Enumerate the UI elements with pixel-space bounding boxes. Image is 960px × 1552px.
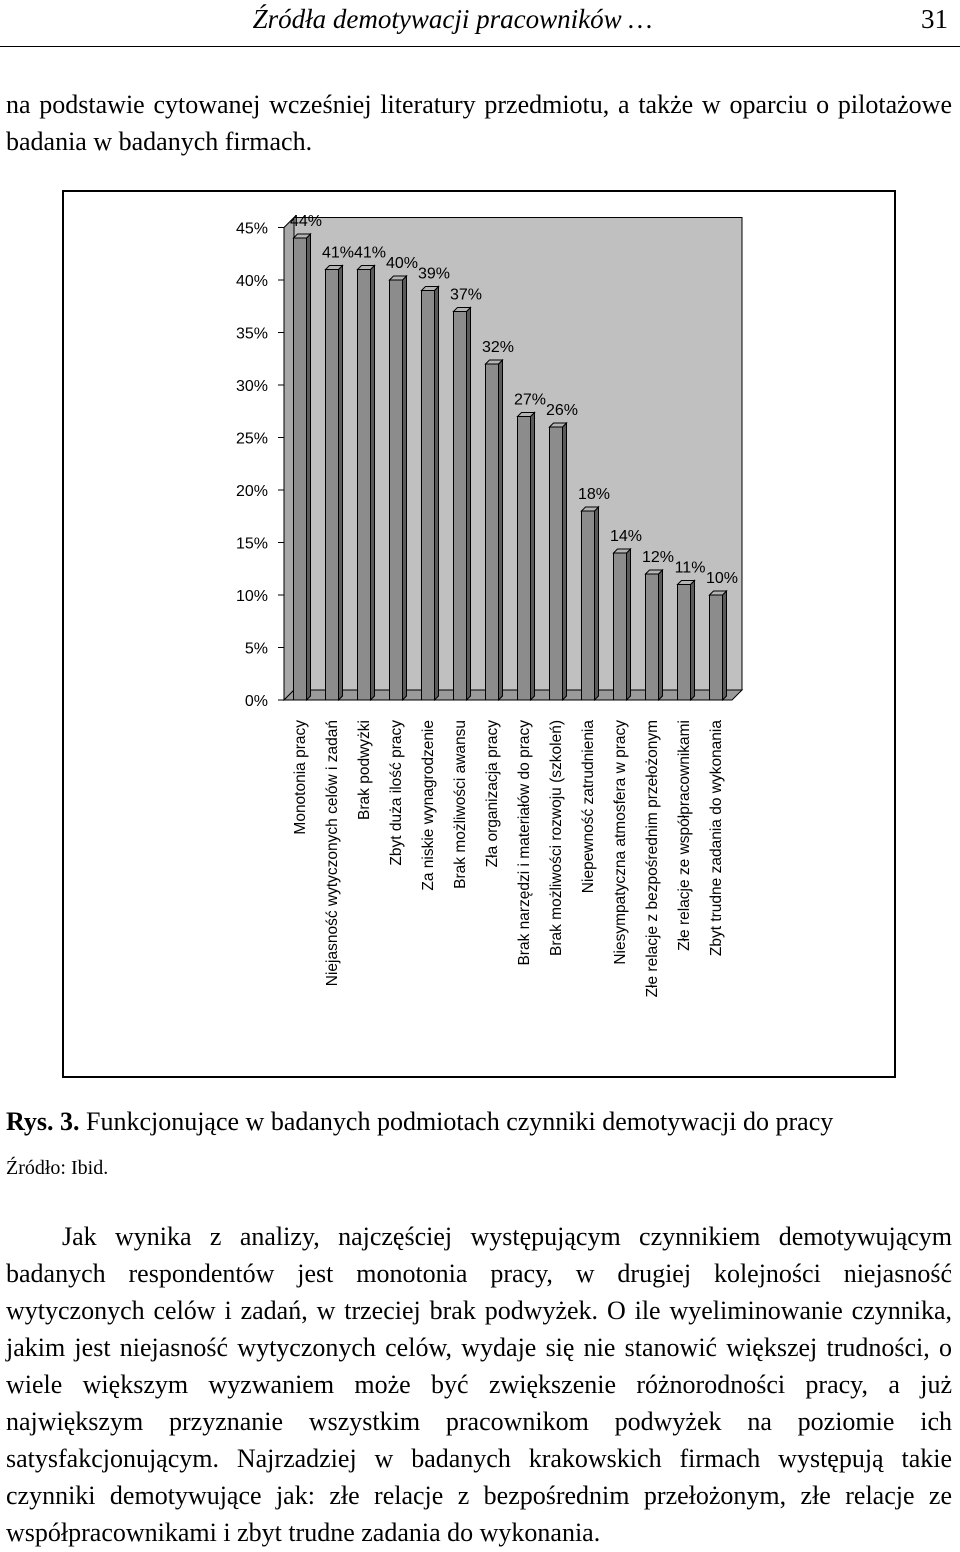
category-label: Brak podwyżki (356, 720, 373, 820)
category-label: Złe relacje z bezpośrednim przełożonym (644, 720, 661, 998)
intro-paragraph: na podstawie cytowanej wcześniej literatury przedmiotu, a także w oparciu o pilotażowe badania w badanych firmach. (6, 90, 952, 156)
y-tick-label: 25% (235, 430, 268, 448)
bar (710, 595, 723, 700)
y-tick-label: 35% (235, 325, 268, 343)
running-title: Źródła demotywacji pracowników … (252, 4, 653, 34)
bar (326, 270, 339, 701)
data-label: 14% (609, 528, 643, 545)
bar (646, 574, 659, 700)
category-label: Zbyt duża ilość pracy (388, 720, 405, 866)
data-label: 40% (385, 255, 419, 272)
bar-side (627, 549, 631, 700)
data-label: 18% (577, 486, 611, 503)
bar (614, 553, 627, 700)
category-label: Zła organizacja pracy (484, 720, 501, 868)
bar (390, 280, 403, 700)
body-paragraph: Jak wynika z analizy, najczęściej występującym czynnikiem demotywującym badanych respondentów jest monotonia pracy, w drugiej kolejności niejasność wytyczonych celów i zadań, w trzeciej brak podwyżek. O ile wyeliminowanie czynnika, jakim jest niejasność wytyczonych celów, wydaje się nie stanowić większej trudności, o wiele większym wyzwaniem może być zwiększenie różnorodności pracy, a już największym przyznanie wszystkim pracownikom podwyżek na poziomie ich satysfakcjonującym. Najrzadziej w badanych krakowskich firmach występują takie czynniki demotywujące jak: złe relacje z bezpośrednim przełożonym, złe relacje ze współpracownikami i zbyt trudne zadania do wykonania. (6, 1222, 952, 1547)
data-label: 27% (513, 391, 547, 409)
data-label: 32% (481, 339, 515, 356)
category-label: Brak narzędzi i materiałów do pracy (516, 720, 533, 966)
data-label: 41% (321, 244, 355, 262)
figure-caption (6, 1107, 833, 1137)
figure-frame (62, 190, 896, 1078)
data-label: 11% (674, 559, 706, 577)
bar-side (531, 413, 535, 701)
bar (422, 291, 435, 701)
bar-side (307, 234, 311, 700)
y-tick-label: 20% (235, 483, 268, 500)
bar-side (371, 266, 375, 701)
y-tick-label: 40% (235, 273, 268, 290)
bar (486, 364, 499, 700)
bar (518, 417, 531, 701)
bar-side (723, 591, 727, 700)
category-label: Za niskie wynagrodzenie (420, 720, 437, 891)
bar-side (595, 507, 599, 700)
bar-side (339, 266, 343, 701)
category-label: Niesympatyczna atmosfera w pracy (612, 720, 629, 965)
bar-side (467, 308, 471, 701)
data-label: 37% (449, 286, 483, 304)
data-label: 44% (289, 213, 323, 230)
bar (550, 427, 563, 700)
category-label: Monotonia pracy (292, 720, 309, 835)
bar-side (499, 360, 503, 700)
bar-chart (64, 192, 894, 1076)
y-tick-label: 30% (235, 378, 268, 395)
y-tick-label: 15% (235, 535, 268, 553)
caption-label: Rys. 3. (6, 1107, 80, 1136)
bar (582, 511, 595, 700)
y-tick-label: 45% (235, 220, 268, 238)
y-tick-label: 5% (244, 640, 268, 658)
caption-text: Funkcjonujące w badanych podmiotach czynniki demotywacji do pracy (79, 1107, 834, 1136)
chart-floor (284, 690, 742, 700)
chart-side-wall (284, 218, 294, 701)
bar (678, 585, 691, 701)
figure-source: Źródło: Ibid. (6, 1157, 109, 1179)
data-label: 10% (705, 570, 739, 587)
category-label: Niepewność zatrudnienia (580, 720, 597, 894)
header-rule (0, 46, 960, 47)
y-tick-label: 10% (235, 588, 268, 605)
bar-side (563, 423, 567, 700)
y-tick-label: 0% (244, 693, 268, 710)
category-label: Brak możliwości awansu (452, 720, 469, 889)
data-label: 41% (353, 244, 387, 262)
data-label: 12% (641, 549, 675, 566)
bar-side (435, 287, 439, 701)
bar-side (403, 276, 407, 700)
bar-side (691, 581, 695, 701)
bar (454, 312, 467, 701)
bar (294, 238, 307, 700)
page-number: 31 (921, 4, 948, 34)
category-label: Brak możliwości rozwoju (szkoleń) (548, 720, 565, 957)
category-label: Zbyt trudne zadania do wykonania (708, 720, 725, 957)
data-label: 39% (417, 265, 451, 283)
bar-side (659, 570, 663, 700)
category-label: Złe relacje ze współpracownikami (676, 720, 693, 951)
category-label: Niejasność wytyczonych celów i zadań (324, 720, 341, 987)
data-label: 26% (545, 402, 579, 419)
bar (358, 270, 371, 701)
